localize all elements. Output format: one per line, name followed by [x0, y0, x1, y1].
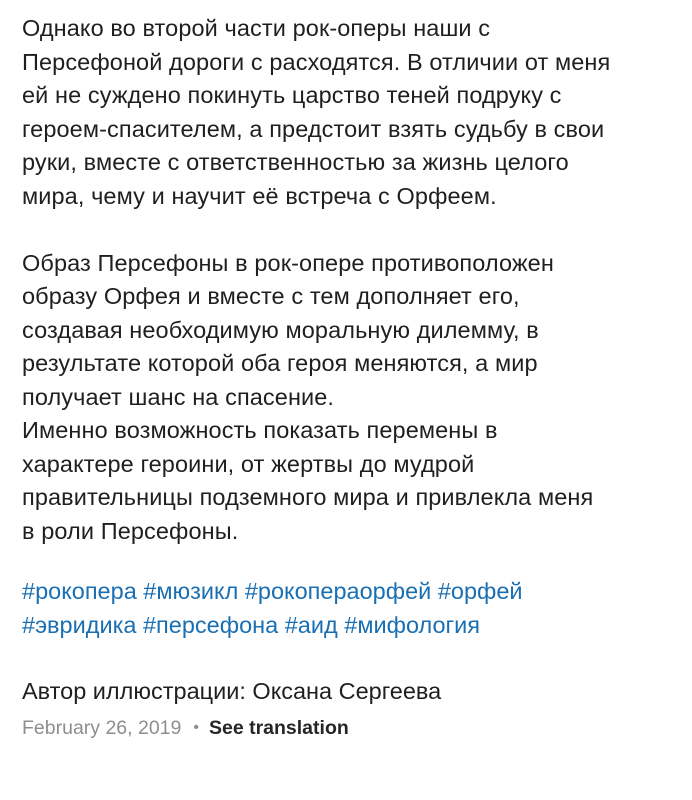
- paragraph-gap: [22, 213, 682, 247]
- caption-line: правительницы подземного мира и привлекла меня: [22, 484, 594, 510]
- hashtag-link[interactable]: #рокопера: [22, 578, 137, 604]
- caption-line: получает шанс на спасение.: [22, 383, 335, 410]
- hashtag-link[interactable]: #мифология: [344, 611, 480, 638]
- meta-separator: •: [193, 718, 199, 736]
- caption-line: руки, вместе с ответственностью за жизнь целого: [22, 149, 569, 175]
- hashtags-line-1: [22, 575, 682, 609]
- caption-paragraph-1: [22, 12, 682, 213]
- caption-line: Именно возможность показать перемены в: [22, 417, 498, 443]
- caption-line: создавая необходимую моральную дилемму, в: [22, 316, 539, 343]
- see-translation-button[interactable]: See translation: [208, 716, 349, 739]
- caption-paragraph-2: [22, 247, 682, 549]
- hashtag-link[interactable]: #орфей: [437, 578, 523, 604]
- caption-line: Персефоной дороги с расходятся. В отличии от меня: [22, 48, 611, 75]
- post-caption: [22, 12, 682, 743]
- post-date: February 26, 2019: [22, 716, 182, 739]
- hashtag-link[interactable]: #аид: [284, 611, 338, 638]
- post-meta: [22, 713, 682, 743]
- hashtag-link[interactable]: #рокопераорфей: [244, 578, 432, 604]
- hashtag-link[interactable]: #мюзикл: [143, 578, 239, 604]
- illustration-credit: Автор иллюстрации: Оксана Сергеева: [22, 678, 442, 704]
- caption-line: результате которой оба героя меняются, а мир: [22, 350, 538, 376]
- hashtag-link[interactable]: #эвридика: [22, 611, 137, 638]
- hashtags: [22, 575, 682, 642]
- caption-line: характере героини, от жертвы до мудрой: [22, 450, 475, 477]
- caption-line: ей не суждено покинуть царство теней подруку с: [22, 82, 562, 108]
- hashtag-link[interactable]: #персефона: [142, 611, 279, 638]
- caption-line: образу Орфея и вместе с тем дополняет его,: [22, 283, 520, 309]
- caption-line: мира, чему и научит её встреча с Орфеем.: [22, 182, 497, 209]
- caption-line: в роли Персефоны.: [22, 517, 239, 544]
- caption-line: героем-спасителем, а предстоит взять судьбу в свои: [22, 115, 605, 142]
- caption-line: Образ Персефоны в рок-опере противоположен: [22, 249, 554, 276]
- hashtags-line-2: [22, 609, 682, 643]
- caption-line: Однако во второй части рок-оперы наши с: [22, 15, 491, 41]
